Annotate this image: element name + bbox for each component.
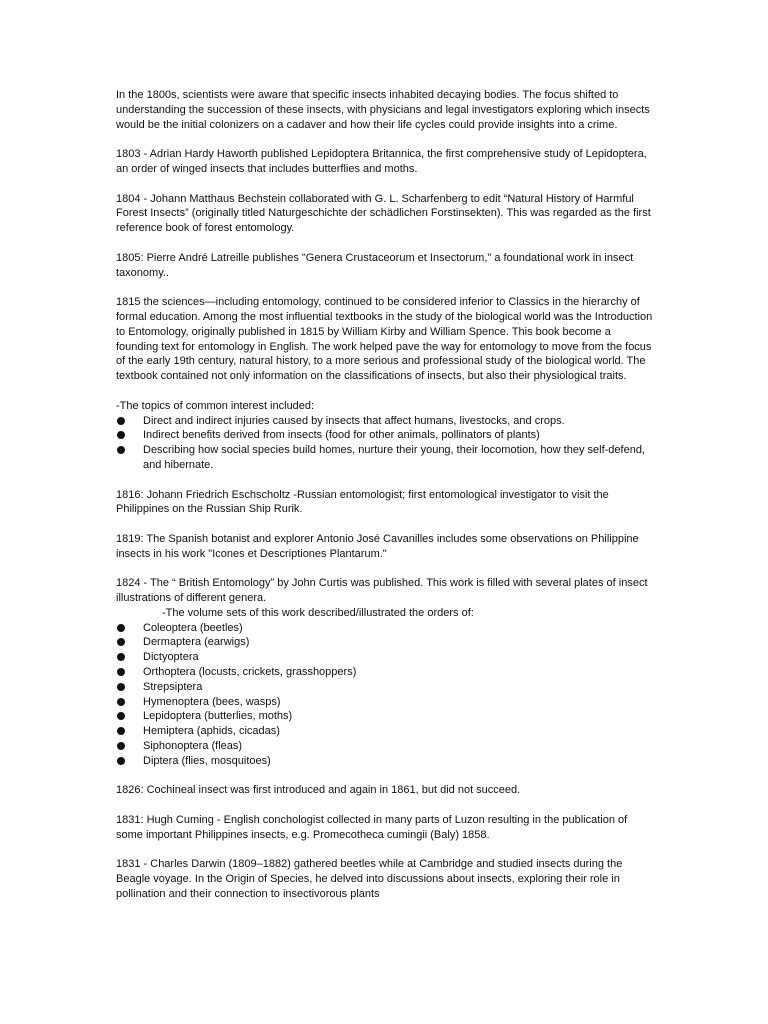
list-item: Diptera (flies, mosquitoes): [116, 754, 656, 769]
topics-heading: -The topics of common interest included:: [116, 399, 315, 412]
entry-1831-cuming-text: 1831: Hugh Cuming - English conchologist collected in many parts of Luzon resulting in the publication of some important Philippines insects, e.g. Promecotheca cumingii (Baly) 1858.: [116, 814, 628, 841]
entry-1803: [116, 147, 656, 177]
list-item: Hymenoptera (bees, wasps): [116, 695, 656, 710]
list-item: Coleoptera (beetles): [116, 621, 656, 636]
intro-paragraph: [116, 88, 656, 132]
list-item: Describing how social species build homes, nurture their young, their locomotion, how they self-defend, and hibernate.: [116, 443, 656, 473]
entry-1815-text: 1815 the sciences—including entomology, continued to be considered inferior to Classics in the hierarchy of formal education. Among the most influential textbooks in the study of the biological world was the Introduction to Entomology, originally published in 1815 by William Kirby and William Spence. This book become a founding text for entomology in English. The work helped pave the way for entomology to move from the focus of the early 19th century, natural history, to a more serious and professional study of the biological world. The textbook contained not only information on the classifications of insects, but also their physiological traits.: [116, 296, 653, 383]
entry-1805: [116, 251, 656, 281]
entry-1826-text: 1826: Cochineal insect was first introduced and again in 1861, but did not succeed.: [116, 784, 521, 797]
entry-1816: [116, 488, 656, 518]
list-item: Orthoptera (locusts, crickets, grasshoppers): [116, 665, 656, 680]
orders-list: [116, 621, 656, 769]
entry-1831-darwin-text: 1831 - Charles Darwin (1809–1882) gathered beetles while at Cambridge and studied insects during the Beagle voyage. In the Origin of Species, he delved into discussions about insects, exploring their role in pollination and their connection to insectivorous plants: [116, 858, 623, 901]
entry-1824: [116, 576, 656, 768]
topics-list: [116, 414, 656, 473]
entry-1819-text: 1819: The Spanish botanist and explorer Antonio José Cavanilles includes some observations on Philippine insects in his work "Icones et Descriptiones Plantarum.": [116, 532, 639, 560]
entry-1804: [116, 192, 656, 236]
list-item: Strepsiptera: [116, 680, 656, 695]
list-item: Lepidoptera (butterlies, moths): [116, 709, 656, 724]
entry-1803-text: 1803 - Adrian Hardy Haworth published Lepidoptera Britannica, the first comprehensive study of Lepidoptera, an order of winged insects that includes butterflies and moths.: [116, 148, 647, 175]
list-item: Dictyoptera: [116, 650, 656, 665]
list-item: Hemiptera (aphids, cicadas): [116, 724, 656, 739]
entry-1819: [116, 532, 656, 562]
entry-1826: [116, 783, 656, 798]
entry-1831-darwin: [116, 857, 656, 901]
topics-section: [116, 399, 656, 473]
list-item: Siphonoptera (fleas): [116, 739, 656, 754]
entry-1824-text: 1824 - The “ British Entomology” by John Curtis was published. This work is filled with several plates of insect illustrations of different genera.: [116, 577, 648, 605]
intro-text: In the 1800s, scientists were aware that specific insects inhabited decaying bodies. The focus shifted to understanding the succession of these insects, with physicians and legal investigators exploring which insects would be the initial colonizers on a cadaver and how their life cycles could provide insights into a crime.: [116, 89, 650, 131]
entry-1815: [116, 295, 656, 384]
entry-1831-cuming: [116, 813, 656, 843]
list-item: Direct and indirect injuries caused by insects that affect humans, livestocks, and crops.: [116, 414, 656, 429]
entry-1805-text: 1805: Pierre André Latreille publishes "Genera Crustaceorum et Insectorum," a foundational work in insect taxonomy..: [116, 251, 634, 279]
entry-1804-text: 1804 - Johann Matthaus Bechstein collaborated with G. L. Scharfenberg to edit “Natural History of Harmful Forest Insects” (originally titled Naturgeschichte der schädlichen Forstinsekten). This was regarded as the first reference book of forest entomology.: [116, 192, 651, 235]
document-page: [116, 88, 656, 917]
entry-1816-text: 1816: Johann Friedrich Eschscholtz -Russian entomologist; first entomological investigator to visit the Philippines on the Russian Ship Rurik.: [116, 488, 609, 516]
list-item: Dermaptera (earwigs): [116, 635, 656, 650]
list-item: Indirect benefits derived from insects (food for other animals, pollinators of plants): [116, 428, 656, 443]
orders-subheading: -The volume sets of this work described/illustrated the orders of:: [162, 606, 474, 619]
